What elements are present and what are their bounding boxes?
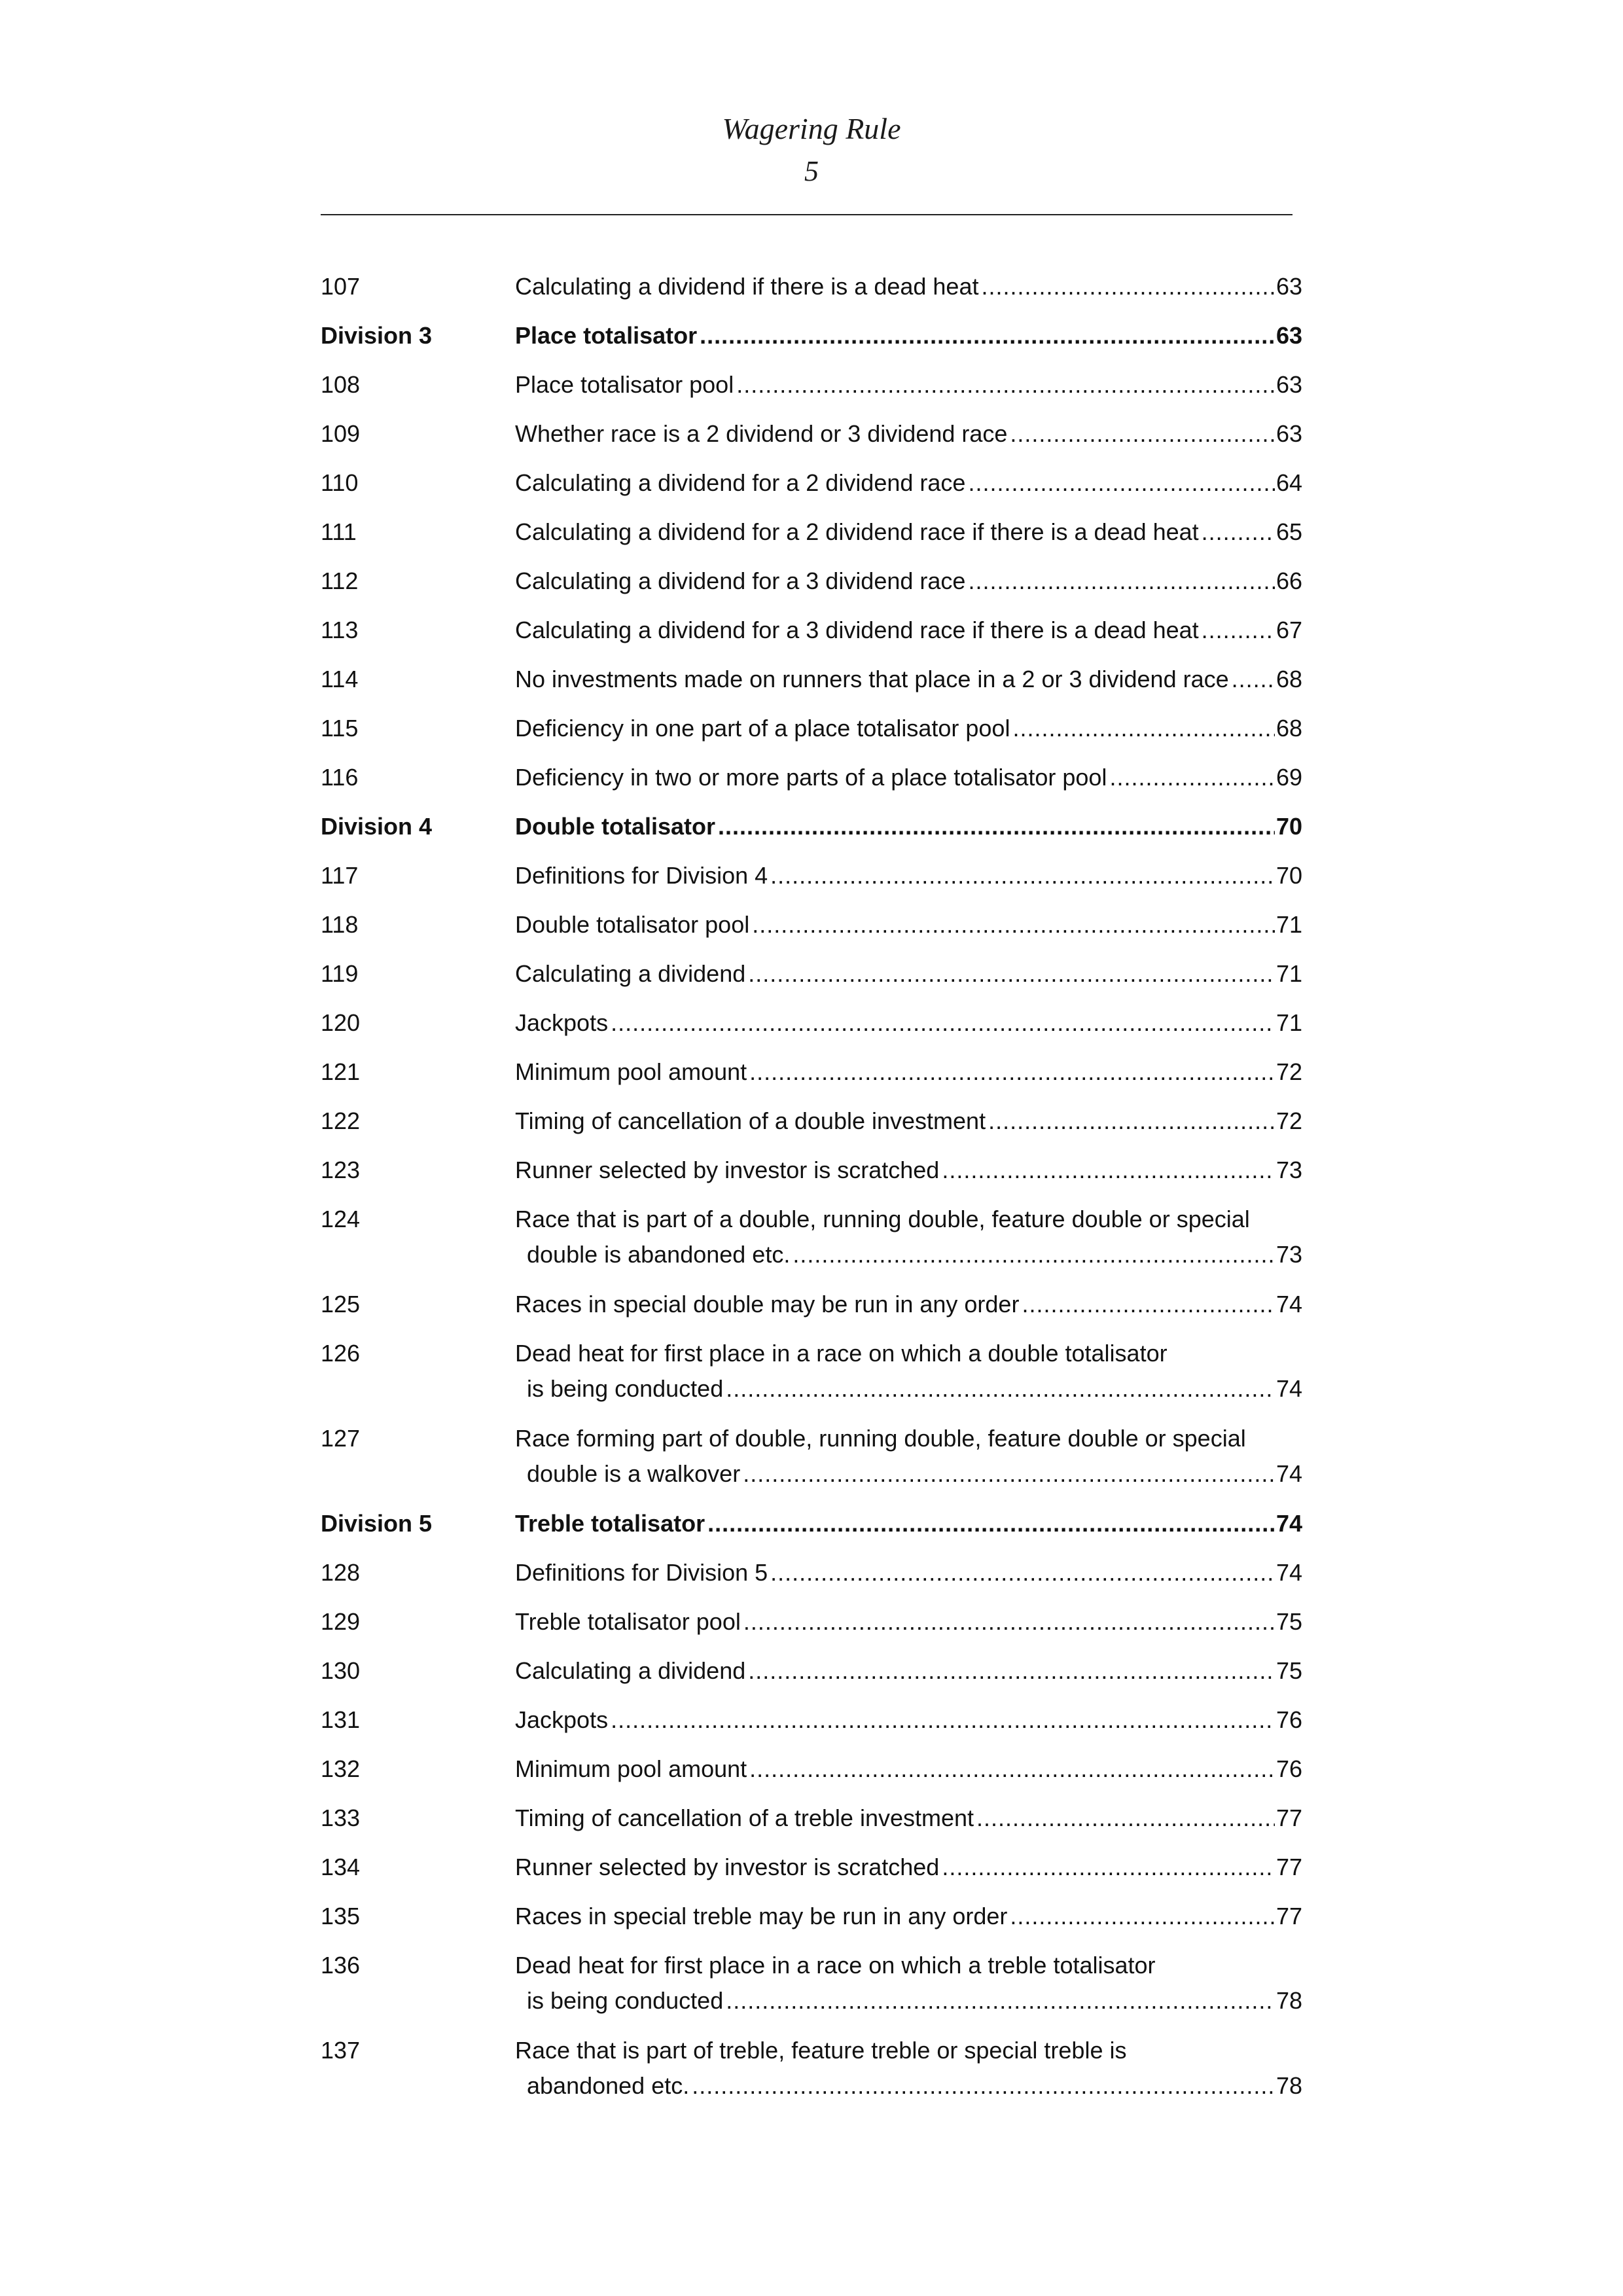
- toc-page-number: 68: [1275, 666, 1302, 692]
- toc-entry-title: Calculating a dividend for a 2 dividend race if there is a dead heat: [515, 518, 1199, 545]
- toc-entry-line: [515, 367, 1302, 403]
- toc-entry-body: [515, 760, 1302, 795]
- dot-leader: [726, 1983, 1275, 2018]
- toc-entry-row[interactable]: [321, 1421, 1302, 1506]
- toc-entry-line: [515, 1103, 1302, 1139]
- toc-entry-line: [515, 613, 1302, 648]
- toc-page-number: 77: [1275, 1903, 1302, 1929]
- toc-entry-title: Place totalisator: [515, 322, 698, 349]
- toc-entry-row[interactable]: [321, 416, 1302, 465]
- toc-entry-number: 114: [321, 666, 359, 692]
- toc-page-number: 63: [1275, 322, 1302, 349]
- toc-entry-number: 130: [321, 1657, 361, 1684]
- toc-page-number: 63: [1275, 371, 1302, 398]
- toc-entry-title: Double totalisator pool: [515, 911, 750, 938]
- toc-entry-number: 129: [321, 1608, 361, 1635]
- toc-entry-body: [515, 2033, 1302, 2104]
- toc-entry-number: 121: [321, 1058, 361, 1085]
- toc-entry-body: [515, 1604, 1302, 1640]
- toc-entry-title: Dead heat for first place in a race on which a treble totalisator: [515, 1952, 1156, 1979]
- dot-leader: [968, 564, 1275, 599]
- toc-entry-row[interactable]: [321, 662, 1302, 711]
- dot-leader: [942, 1850, 1275, 1885]
- toc-entry-line: [515, 1983, 1302, 2018]
- toc-entry-number: 112: [321, 567, 359, 594]
- toc-entry-title: Treble totalisator pool: [515, 1608, 741, 1635]
- toc-entry-title: Minimum pool amount: [515, 1058, 747, 1085]
- toc-entry-body: [515, 662, 1302, 697]
- dot-leader: [770, 858, 1275, 893]
- toc-page-number: 72: [1275, 1107, 1302, 1134]
- toc-entry-title: Calculating a dividend for a 3 dividend race if there is a dead heat: [515, 617, 1199, 643]
- toc-entry-row[interactable]: [321, 367, 1302, 416]
- dot-leader: [749, 1054, 1275, 1090]
- toc-page-number: 71: [1275, 960, 1302, 987]
- dot-leader: [749, 1751, 1275, 1787]
- toc-entry-row[interactable]: [321, 1751, 1302, 1801]
- toc-page-number: 68: [1275, 715, 1302, 742]
- dot-leader: [718, 809, 1275, 844]
- toc-entry-number: 111: [321, 518, 357, 545]
- dot-leader: [981, 269, 1274, 304]
- toc-entry-row[interactable]: [321, 269, 1302, 318]
- toc-page-number: 73: [1275, 1241, 1302, 1268]
- toc-entry-title: is being conducted: [527, 1375, 724, 1402]
- toc-entry-row[interactable]: [321, 956, 1302, 1005]
- toc-entry-body: [515, 711, 1302, 746]
- toc-entry-row[interactable]: [321, 1555, 1302, 1604]
- dot-leader: [976, 1801, 1275, 1836]
- toc-entry-body: [515, 1005, 1302, 1041]
- toc-entry-body: [515, 1653, 1302, 1689]
- toc-entry-line: [515, 416, 1302, 452]
- toc-entry-line: [515, 1371, 1302, 1407]
- toc-page-number: 74: [1275, 1375, 1302, 1402]
- toc-entry-title: Calculating a dividend if there is a dead heat: [515, 273, 979, 300]
- toc-entry-title: Definitions for Division 5: [515, 1559, 768, 1586]
- toc-entry-line: [515, 711, 1302, 746]
- toc-entry-line: [515, 1336, 1302, 1371]
- toc-entry-line: [515, 514, 1302, 550]
- toc-entry-body: [515, 809, 1302, 844]
- toc-entry-line: [515, 1555, 1302, 1590]
- toc-entry-row[interactable]: [321, 1103, 1302, 1153]
- toc-page-number: 65: [1275, 518, 1302, 545]
- toc-page-number: 63: [1275, 420, 1302, 447]
- toc-entry-body: [515, 1948, 1302, 2018]
- toc-entry-number: 131: [321, 1706, 361, 1733]
- toc-page-number: 74: [1275, 1291, 1302, 1318]
- toc-entry-line: [515, 1237, 1302, 1272]
- toc-page-number: 77: [1275, 1854, 1302, 1880]
- toc-entry-number: 123: [321, 1157, 361, 1183]
- dot-leader: [1109, 760, 1275, 795]
- toc-entry-title: Jackpots: [515, 1009, 609, 1036]
- toc-entry-row[interactable]: [321, 1153, 1302, 1202]
- dot-leader: [1202, 514, 1275, 550]
- toc-page-number: 78: [1275, 1987, 1302, 2014]
- toc-entry-number: 132: [321, 1755, 361, 1782]
- toc-entry-title: abandoned etc.: [527, 2072, 690, 2099]
- toc-page-number: 75: [1275, 1657, 1302, 1684]
- toc-page-number: 76: [1275, 1755, 1302, 1782]
- toc-entry-title: Races in special treble may be run in any order: [515, 1903, 1008, 1929]
- toc-entry-line: [515, 2068, 1302, 2104]
- toc-entry-row[interactable]: [321, 465, 1302, 514]
- toc-entry-row[interactable]: [321, 613, 1302, 662]
- toc-entry-title: Calculating a dividend: [515, 1657, 746, 1684]
- toc-entry-title: Dead heat for first place in a race on which a double totalisator: [515, 1340, 1168, 1367]
- toc-entry-body: [515, 416, 1302, 452]
- toc-entry-title: double is abandoned etc.: [527, 1241, 791, 1268]
- dot-leader: [988, 1103, 1275, 1139]
- dot-leader: [743, 1604, 1275, 1640]
- toc-entry-line: [515, 1287, 1302, 1322]
- toc-entry-line: [515, 858, 1302, 893]
- dot-leader: [1232, 662, 1275, 697]
- dot-leader: [692, 2068, 1275, 2104]
- toc-entry-body: [515, 1801, 1302, 1836]
- toc-entry-row[interactable]: [321, 711, 1302, 760]
- toc-entry-line: [515, 1801, 1302, 1836]
- toc-entry-body: [515, 1287, 1302, 1322]
- toc-entry-line: [515, 269, 1302, 304]
- toc-entry-body: [515, 1751, 1302, 1787]
- dot-leader: [1010, 416, 1275, 452]
- toc-entry-title: Whether race is a 2 dividend or 3 dividend race: [515, 420, 1008, 447]
- toc-entry-title: Jackpots: [515, 1706, 609, 1733]
- toc-entry-title: Race forming part of double, running double, feature double or special: [515, 1425, 1246, 1452]
- toc-page-number: 78: [1275, 2072, 1302, 2099]
- toc-page-number: 66: [1275, 567, 1302, 594]
- toc-entry-number: 113: [321, 617, 359, 643]
- toc-entry-body: [515, 1103, 1302, 1139]
- toc-page-number: 70: [1275, 813, 1302, 840]
- toc-entry-line: [515, 1506, 1302, 1541]
- dot-leader: [942, 1153, 1275, 1188]
- toc-entry-line: [515, 1054, 1302, 1090]
- toc-entry-line: [515, 1604, 1302, 1640]
- toc-entry-number: 107: [321, 273, 361, 300]
- dot-leader: [743, 1456, 1275, 1492]
- toc-entry-number: Division 4: [321, 813, 433, 840]
- toc-entry-number: 124: [321, 1206, 361, 1232]
- toc-entry-line: [515, 1653, 1302, 1689]
- toc-entry-number: Division 5: [321, 1510, 433, 1537]
- toc-entry-body: [515, 1202, 1302, 1272]
- dot-leader: [707, 1506, 1275, 1541]
- dot-leader: [1010, 1899, 1275, 1934]
- toc-page-number: 77: [1275, 1804, 1302, 1831]
- toc-entry-title: Calculating a dividend for a 3 dividend race: [515, 567, 966, 594]
- toc-entry-body: [515, 1702, 1302, 1738]
- toc-entry-line: [515, 1456, 1302, 1492]
- toc-page-number: 64: [1275, 469, 1302, 496]
- toc-entry-body: [515, 465, 1302, 501]
- toc-page-number: 70: [1275, 862, 1302, 889]
- toc-entry-row[interactable]: [321, 1801, 1302, 1850]
- toc-entry-number: 122: [321, 1107, 361, 1134]
- toc-entry-title: Minimum pool amount: [515, 1755, 747, 1782]
- toc-entry-title: Race that is part of treble, feature treble or special treble is: [515, 2037, 1127, 2064]
- toc-entry-number: 126: [321, 1340, 361, 1367]
- toc-entry-body: [515, 907, 1302, 942]
- toc-page-number: 74: [1275, 1559, 1302, 1586]
- dot-leader: [726, 1371, 1275, 1407]
- document-title: Wagering Rule: [722, 112, 901, 145]
- toc-page-number: 75: [1275, 1608, 1302, 1635]
- toc-entry-line: [515, 1850, 1302, 1885]
- toc-entry-row[interactable]: [321, 1005, 1302, 1054]
- toc-entry-row[interactable]: [321, 1948, 1302, 2033]
- toc-entry-line: [515, 1899, 1302, 1934]
- toc-entry-number: 134: [321, 1854, 361, 1880]
- toc-entry-title: Runner selected by investor is scratched: [515, 1854, 940, 1880]
- toc-entry-body: [515, 367, 1302, 403]
- toc-entry-title: Deficiency in one part of a place totalisator pool: [515, 715, 1010, 742]
- toc-entry-number: 118: [321, 911, 359, 938]
- toc-entry-line: [515, 956, 1302, 992]
- toc-entry-title: Double totalisator: [515, 813, 716, 840]
- toc-entry-number: 108: [321, 371, 361, 398]
- toc-page-number: 76: [1275, 1706, 1302, 1733]
- toc-entry-row[interactable]: [321, 1054, 1302, 1103]
- toc-entry-title: Place totalisator pool: [515, 371, 734, 398]
- toc-entry-body: [515, 564, 1302, 599]
- dot-leader: [1012, 711, 1275, 746]
- toc-entry-number: 125: [321, 1291, 361, 1318]
- toc-entry-number: 136: [321, 1952, 361, 1979]
- toc-entry-body: [515, 318, 1302, 353]
- toc-entry-line: [515, 1202, 1302, 1237]
- dot-leader: [700, 318, 1275, 353]
- toc-entry-title: Calculating a dividend for a 2 dividend race: [515, 469, 966, 496]
- toc-entry-number: Division 3: [321, 322, 433, 349]
- toc-entry-line: [515, 907, 1302, 942]
- dot-leader: [748, 956, 1275, 992]
- toc-entry-title: Races in special double may be run in any order: [515, 1291, 1020, 1318]
- dot-leader: [770, 1555, 1275, 1590]
- dot-leader: [611, 1005, 1275, 1041]
- toc-entry-row[interactable]: [321, 1702, 1302, 1751]
- toc-division-row[interactable]: [321, 1506, 1302, 1555]
- toc-entry-title: Timing of cancellation of a double investment: [515, 1107, 986, 1134]
- toc-entry-number: 116: [321, 764, 359, 791]
- dot-leader: [748, 1653, 1275, 1689]
- toc-entry-line: [515, 318, 1302, 353]
- toc-entry-body: [515, 1506, 1302, 1541]
- toc-entry-row[interactable]: [321, 1899, 1302, 1948]
- toc-entry-title: Deficiency in two or more parts of a place totalisator pool: [515, 764, 1107, 791]
- toc-entry-title: Treble totalisator: [515, 1510, 705, 1537]
- toc-entry-row[interactable]: [321, 1287, 1302, 1336]
- toc-entry-line: [515, 1948, 1302, 1983]
- toc-page-number: 72: [1275, 1058, 1302, 1085]
- toc-entry-number: 110: [321, 469, 359, 496]
- toc-entry-body: [515, 1421, 1302, 1492]
- toc-entry-row[interactable]: [321, 564, 1302, 613]
- toc-entry-body: [515, 269, 1302, 304]
- toc-entry-row[interactable]: [321, 2033, 1302, 2118]
- dot-leader: [1202, 613, 1275, 648]
- toc-entry-body: [515, 613, 1302, 648]
- toc-entry-number: 119: [321, 960, 359, 987]
- toc-entry-line: [515, 1751, 1302, 1787]
- toc-page-number: 74: [1275, 1460, 1302, 1487]
- toc-entry-line: [515, 1005, 1302, 1041]
- toc-entry-line: [515, 2033, 1302, 2068]
- toc-entry-row[interactable]: [321, 1336, 1302, 1421]
- toc-entry-body: [515, 956, 1302, 992]
- toc-page-number: 71: [1275, 1009, 1302, 1036]
- toc-entry-body: [515, 1153, 1302, 1188]
- page-header: [321, 105, 1302, 190]
- toc-entry-body: [515, 514, 1302, 550]
- toc-entry-title: Race that is part of a double, running double, feature double or special: [515, 1206, 1250, 1232]
- toc-entry-line: [515, 1702, 1302, 1738]
- dot-leader: [968, 465, 1275, 501]
- toc-entry-title: double is a walkover: [527, 1460, 741, 1487]
- toc-entry-title: Calculating a dividend: [515, 960, 746, 987]
- toc-entry-number: 117: [321, 862, 359, 889]
- toc-entry-body: [515, 1054, 1302, 1090]
- dot-leader: [611, 1702, 1275, 1738]
- toc-entry-number: 135: [321, 1903, 361, 1929]
- toc-entry-row[interactable]: [321, 1850, 1302, 1899]
- toc-entry-line: [515, 809, 1302, 844]
- toc-page-number: 63: [1275, 273, 1302, 300]
- toc-page-number: 71: [1275, 911, 1302, 938]
- toc-entry-number: 120: [321, 1009, 361, 1036]
- toc-entry-row[interactable]: [321, 1604, 1302, 1653]
- toc-entry-title: Runner selected by investor is scratched: [515, 1157, 940, 1183]
- toc-entry-body: [515, 1850, 1302, 1885]
- toc-entry-body: [515, 1555, 1302, 1590]
- toc-entry-body: [515, 1899, 1302, 1934]
- toc-entry-title: No investments made on runners that place in a 2 or 3 dividend race: [515, 666, 1229, 692]
- page-number: 5: [804, 155, 819, 187]
- toc-entry-number: 137: [321, 2037, 361, 2064]
- toc-entry-line: [515, 760, 1302, 795]
- dot-leader: [752, 907, 1275, 942]
- toc-page-number: 67: [1275, 617, 1302, 643]
- toc-entry-line: [515, 1421, 1302, 1456]
- toc-entry-line: [515, 465, 1302, 501]
- toc-entry-body: [515, 858, 1302, 893]
- toc-entry-number: 109: [321, 420, 361, 447]
- table-of-contents: [321, 269, 1302, 2118]
- toc-entry-row[interactable]: [321, 1653, 1302, 1702]
- toc-page-number: 73: [1275, 1157, 1302, 1183]
- toc-entry-row[interactable]: [321, 760, 1302, 809]
- toc-entry-body: [515, 1336, 1302, 1407]
- toc-division-row[interactable]: [321, 809, 1302, 858]
- toc-entry-title: is being conducted: [527, 1987, 724, 2014]
- toc-page-number: 69: [1275, 764, 1302, 791]
- dot-leader: [736, 367, 1275, 403]
- toc-entry-row[interactable]: [321, 1202, 1302, 1287]
- toc-entry-row[interactable]: [321, 514, 1302, 564]
- toc-entry-title: Definitions for Division 4: [515, 862, 768, 889]
- toc-entry-title: Timing of cancellation of a treble investment: [515, 1804, 974, 1831]
- toc-entry-line: [515, 1153, 1302, 1188]
- toc-entry-line: [515, 662, 1302, 697]
- toc-entry-line: [515, 564, 1302, 599]
- toc-entry-row[interactable]: [321, 858, 1302, 907]
- toc-entry-number: 133: [321, 1804, 361, 1831]
- dot-leader: [1022, 1287, 1275, 1322]
- toc-entry-number: 127: [321, 1425, 361, 1452]
- toc-page-number: 74: [1275, 1510, 1302, 1537]
- toc-entry-number: 115: [321, 715, 359, 742]
- toc-entry-row[interactable]: [321, 907, 1302, 956]
- toc-entry-number: 128: [321, 1559, 361, 1586]
- toc-division-row[interactable]: [321, 318, 1302, 367]
- dot-leader: [793, 1237, 1275, 1272]
- header-divider: [321, 214, 1293, 215]
